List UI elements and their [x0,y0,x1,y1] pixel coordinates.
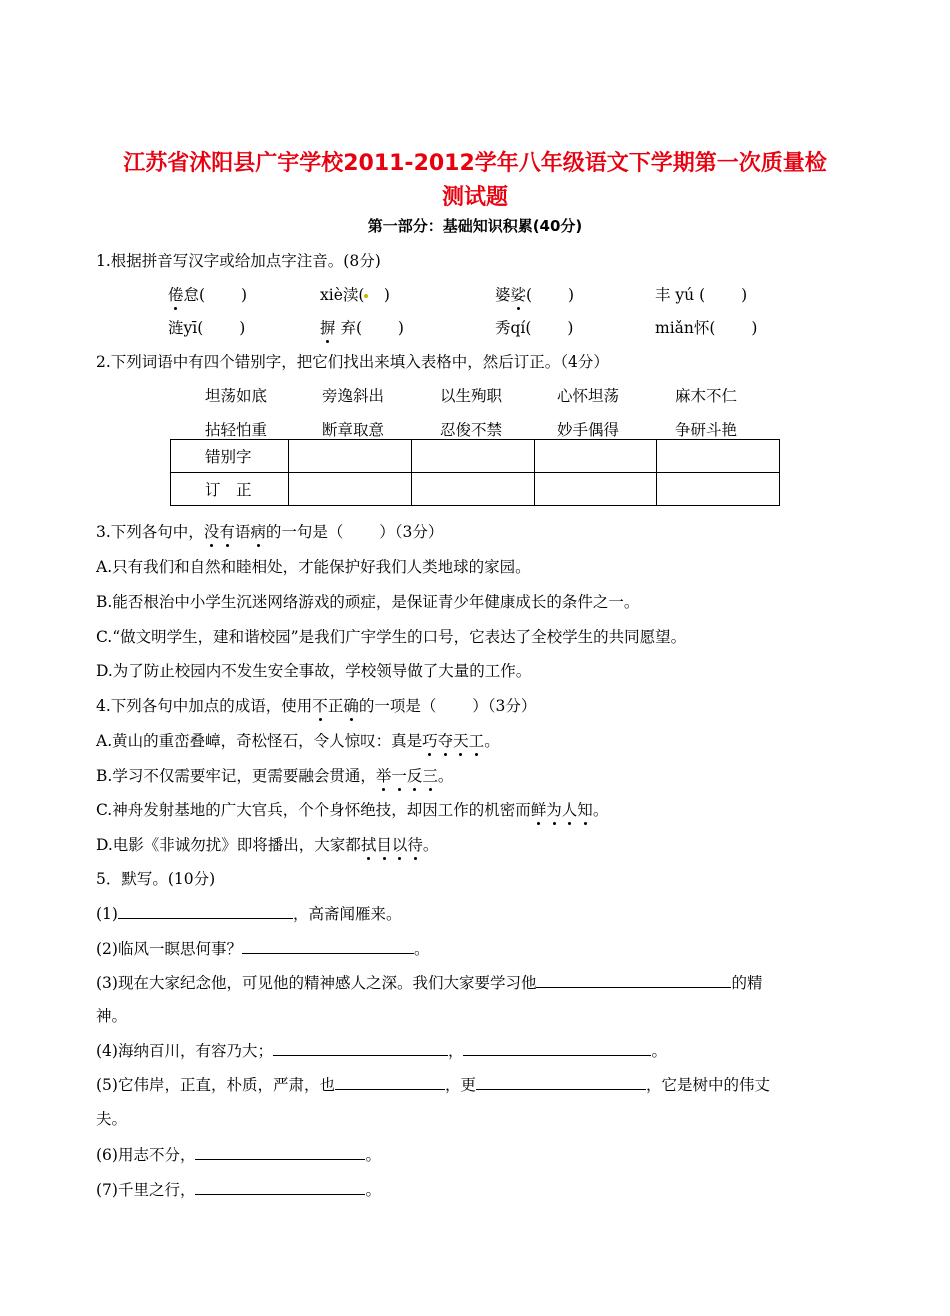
part1-heading: 第一部分：基础知识积累(40分) [367,217,583,235]
dotted-char: 倦 [168,283,184,305]
dotted-char: 巧 [422,729,438,751]
q5-line5: (5)它伟岸，正直，朴质，严肃，也 ，更 ，它是树中的伟丈 [96,1076,770,1094]
q2-word: 妙手偶得 [557,421,620,439]
table-label-wrong-char: 错别字 [171,440,289,473]
answer-cell[interactable] [411,440,534,473]
q4-option-c: C.神舟发射基地的广大官兵，个个身怀绝技，却因工作的机密而鲜为人知。 [96,798,608,820]
q3-option-c: C.“做文明学生，建和谐校园”是我们广宇学生的口号，它表达了全校学生的共同愿望。 [96,628,687,646]
dotted-char: 拭 [361,833,377,855]
q5-line3-wrap: 神。 [96,1007,128,1025]
dotted-char: 一 [391,764,407,786]
q5-line1: (1) ，高斋闻雁来。 [96,905,402,923]
answer-cell[interactable] [657,440,780,473]
q4-option-d: D.电影《非诚勿扰》即将播出，大家都拭目以待。 [96,833,438,855]
dotted-char: 反 [407,764,423,786]
fill-blank[interactable] [195,1180,365,1195]
q2-word: 旁逸斜出 [322,387,385,405]
q1-item-xiedu: xiè渎( ) [320,286,390,304]
dotted-char: 人 [562,798,578,820]
table-row [171,473,780,506]
fill-blank[interactable] [242,939,414,954]
document-title-line1: 江苏省沭阳县广宇学校2011-2012学年八年级语文下学期第一次质量检 [123,151,827,176]
dotted-char: 待 [407,833,423,855]
q4-option-b: B.学习不仅需要牢记，更需要融会贯通，举一反三。 [96,764,453,786]
q2-word: 忍俊不禁 [440,421,503,439]
q5-stem: 5．默写。(10分) [96,870,216,888]
dotted-char: 目 [376,833,392,855]
dotted-char: 不 [312,694,328,716]
table-row [171,440,780,473]
document-title-line2: 测试题 [441,185,508,210]
q4-stem: 4.下列各句中加点的成语，使用不正确的一项是（ ）（3分） [96,694,536,716]
q1-item-fengyu: 丰 yú ( ) [655,286,748,304]
answer-cell[interactable] [411,473,534,506]
dotted-char: 以 [392,833,408,855]
q1-item-xiuqi: 秀qí( ) [495,319,574,337]
q1-item-lianyi: 涟yī( ) [168,319,246,337]
q5-line3: (3)现在大家纪念他，可见他的精神感人之深。我们大家要学习他 的精 [96,974,763,992]
dotted-char: 知 [577,798,593,820]
dotted-char: 确 [343,694,359,716]
q1-item-posuo: 婆娑( ) [495,283,574,305]
q2-word: 心怀坦荡 [557,387,620,405]
fill-blank[interactable] [463,1041,651,1056]
q5-line7: (7)千里之行， 。 [96,1181,381,1199]
q4-option-a: A.黄山的重峦叠嶂，奇松怪石，令人惊叹：真是巧夺天工。 [96,729,500,751]
q1-item-juandai: 倦怠( ) [168,283,247,305]
q3-option-d: D.为了防止校园内不发生安全事故，学校领导做了大量的工作。 [96,662,532,680]
q5-line4: (4)海纳百川，有容乃大； ， 。 [96,1042,667,1060]
q2-word: 麻木不仁 [675,387,738,405]
dotted-char: 三 [422,764,438,786]
dotted-char: 天 [453,729,469,751]
q3-option-b: B.能否根治中小学生沉迷网络游戏的顽症，是保证青少年健康成长的条件之一。 [96,593,640,611]
dotted-char: 鲜 [531,798,547,820]
q5-line5-wrap: 夫。 [96,1110,128,1128]
q3-option-a: A.只有我们和自然和睦相处，才能保护好我们人类地球的家园。 [96,558,531,576]
answer-cell[interactable] [657,473,780,506]
dotted-char: 为 [546,798,562,820]
dotted-char: 摒 [320,316,336,338]
fill-blank[interactable] [476,1075,646,1090]
answer-cell[interactable] [289,440,412,473]
dotted-char: 病 [250,520,266,542]
q1-item-mianhuai: miǎn怀( ) [655,319,758,337]
q5-line2: (2)临风一瞑思何事？ 。 [96,940,430,958]
q3-stem: 3.下列各句中，没有语病的一句是（ ）（3分） [96,520,443,542]
table-label-correction: 订 正 [171,473,289,506]
fill-blank[interactable] [118,904,293,919]
q1-item-bingqi: 摒 弃( ) [320,316,404,338]
fill-blank[interactable] [273,1041,448,1056]
q1-stem: 1.根据拼音写汉字或给加点字注音。(8分) [96,252,381,270]
dotted-char: 娑 [511,283,527,305]
q2-stem: 2.下列词语中有四个错别字，把它们找出来填入表格中，然后订正。（4分） [96,353,609,371]
dotted-char: 工 [469,729,485,751]
q2-word: 以生殉职 [440,387,503,405]
q2-word: 争研斗艳 [675,421,738,439]
answer-cell[interactable] [534,440,657,473]
q2-word: 坦荡如底 [205,387,268,405]
q2-answer-table [170,439,780,506]
dotted-char: 举 [376,764,392,786]
fill-blank[interactable] [195,1145,365,1160]
q5-line6: (6)用志不分， 。 [96,1146,381,1164]
q2-word: 断章取意 [322,421,385,439]
answer-cell[interactable] [289,473,412,506]
dotted-char: 夺 [438,729,454,751]
dotted-char: 没 [204,520,220,542]
dotted-char: 有 [219,520,235,542]
fill-blank[interactable] [335,1075,445,1090]
answer-cell[interactable] [534,473,657,506]
q2-word: 拈轻怕重 [205,421,268,439]
fill-blank[interactable] [536,973,731,988]
